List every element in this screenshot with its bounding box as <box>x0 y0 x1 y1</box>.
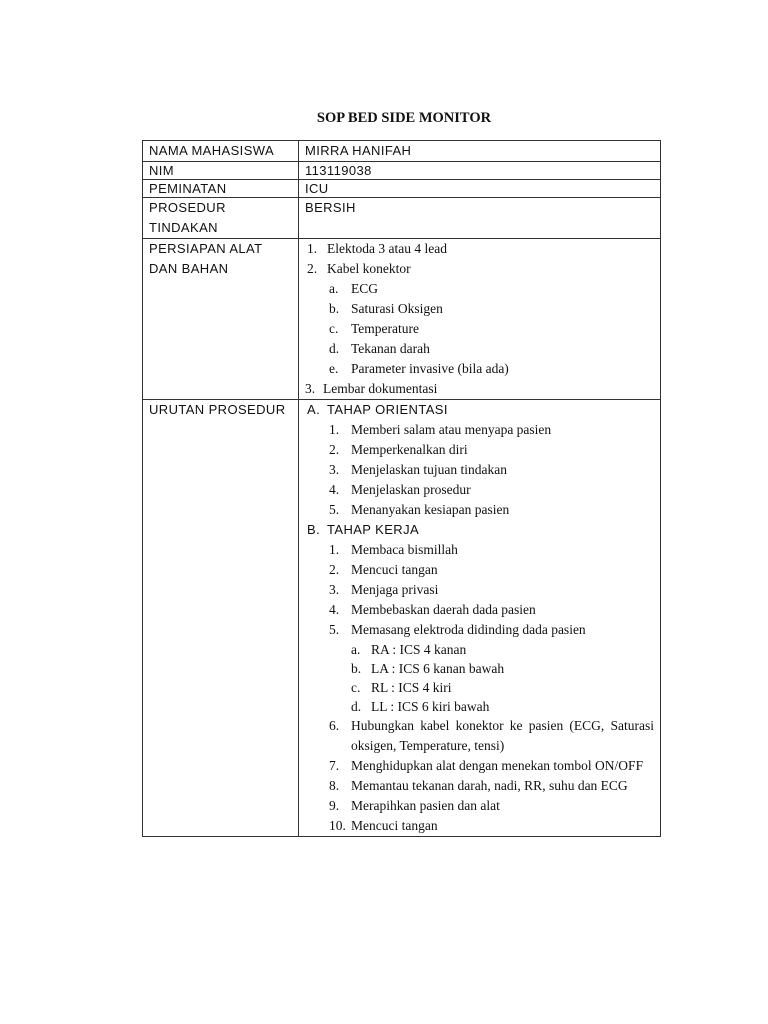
list-item: 5. Memasang elektroda didinding dada pasien <box>329 622 586 637</box>
list-item: 3. Menjaga privasi <box>329 582 439 597</box>
label-urutan: URUTAN PROSEDUR <box>143 400 299 837</box>
section-heading: B. TAHAP KERJA <box>307 522 420 537</box>
row-persiapan <box>143 239 661 400</box>
value-nim: 113119038 <box>299 162 661 180</box>
row-nim <box>143 162 661 180</box>
label-prosedur: PROSEDUR TINDAKAN <box>143 198 299 239</box>
section-heading: A. TAHAP ORIENTASI <box>307 402 448 417</box>
label-persiapan: PERSIAPAN ALAT DAN BAHAN <box>143 239 299 400</box>
list-item: 3. Menjelaskan tujuan tindakan <box>329 462 507 477</box>
value-prosedur: BERSIH <box>299 198 661 239</box>
list-item: 2. Mencuci tangan <box>329 562 438 577</box>
list-item: 1. Membaca bismillah <box>329 542 458 557</box>
list-item: 3. Lembar dokumentasi <box>305 381 438 396</box>
list-subitem: d. Tekanan darah <box>329 341 430 356</box>
list-subitem: b. LA : ICS 6 kanan bawah <box>351 661 505 676</box>
value-peminatan: ICU <box>299 180 661 198</box>
label-peminatan: PEMINATAN <box>143 180 299 198</box>
list-item: 1. Elektoda 3 atau 4 lead <box>307 241 447 256</box>
row-urutan <box>143 400 661 837</box>
list-subitem: c. RL : ICS 4 kiri <box>351 680 452 695</box>
list-item: 1. Memberi salam atau menyapa pasien <box>329 422 552 437</box>
list-item: 7. Menghidupkan alat dengan menekan tombol ON/OFF <box>329 758 644 773</box>
list-subitem: b. Saturasi Oksigen <box>329 301 443 316</box>
list-item: 10. Mencuci tangan <box>329 818 438 833</box>
list-item: 2. Memperkenalkan diri <box>329 442 468 457</box>
label-nama: NAMA MAHASISWA <box>143 141 299 162</box>
list-subitem: a. ECG <box>329 281 378 296</box>
urutan-list <box>299 400 661 837</box>
list-subitem: c. Temperature <box>329 321 420 336</box>
list-item: 4. Membebaskan daerah dada pasien <box>329 602 536 617</box>
document-title: SOP BED SIDE MONITOR <box>316 110 492 126</box>
list-item: 6. Hubungkan kabel konektor ke pasien (ECG, Saturasi oksigen, Temperature, tensi) <box>329 718 654 753</box>
list-subitem: a. RA : ICS 4 kanan <box>351 642 467 657</box>
list-item: 2. Kabel konektor <box>307 261 411 276</box>
sop-table <box>142 140 661 837</box>
list-item: 9. Merapihkan pasien dan alat <box>329 798 500 813</box>
row-nama <box>143 141 661 162</box>
value-nama: MIRRA HANIFAH <box>299 141 661 162</box>
list-subitem: e. Parameter invasive (bila ada) <box>329 361 509 376</box>
row-prosedur <box>143 198 661 239</box>
list-item: 5. Menanyakan kesiapan pasien <box>329 502 510 517</box>
persiapan-list <box>299 239 661 400</box>
label-nim: NIM <box>143 162 299 180</box>
list-item: 8. Memantau tekanan darah, nadi, RR, suhu dan ECG <box>329 778 628 793</box>
list-subitem: d. LL : ICS 6 kiri bawah <box>351 699 490 714</box>
list-item: 4. Menjelaskan prosedur <box>329 482 471 497</box>
row-peminatan <box>143 180 661 198</box>
